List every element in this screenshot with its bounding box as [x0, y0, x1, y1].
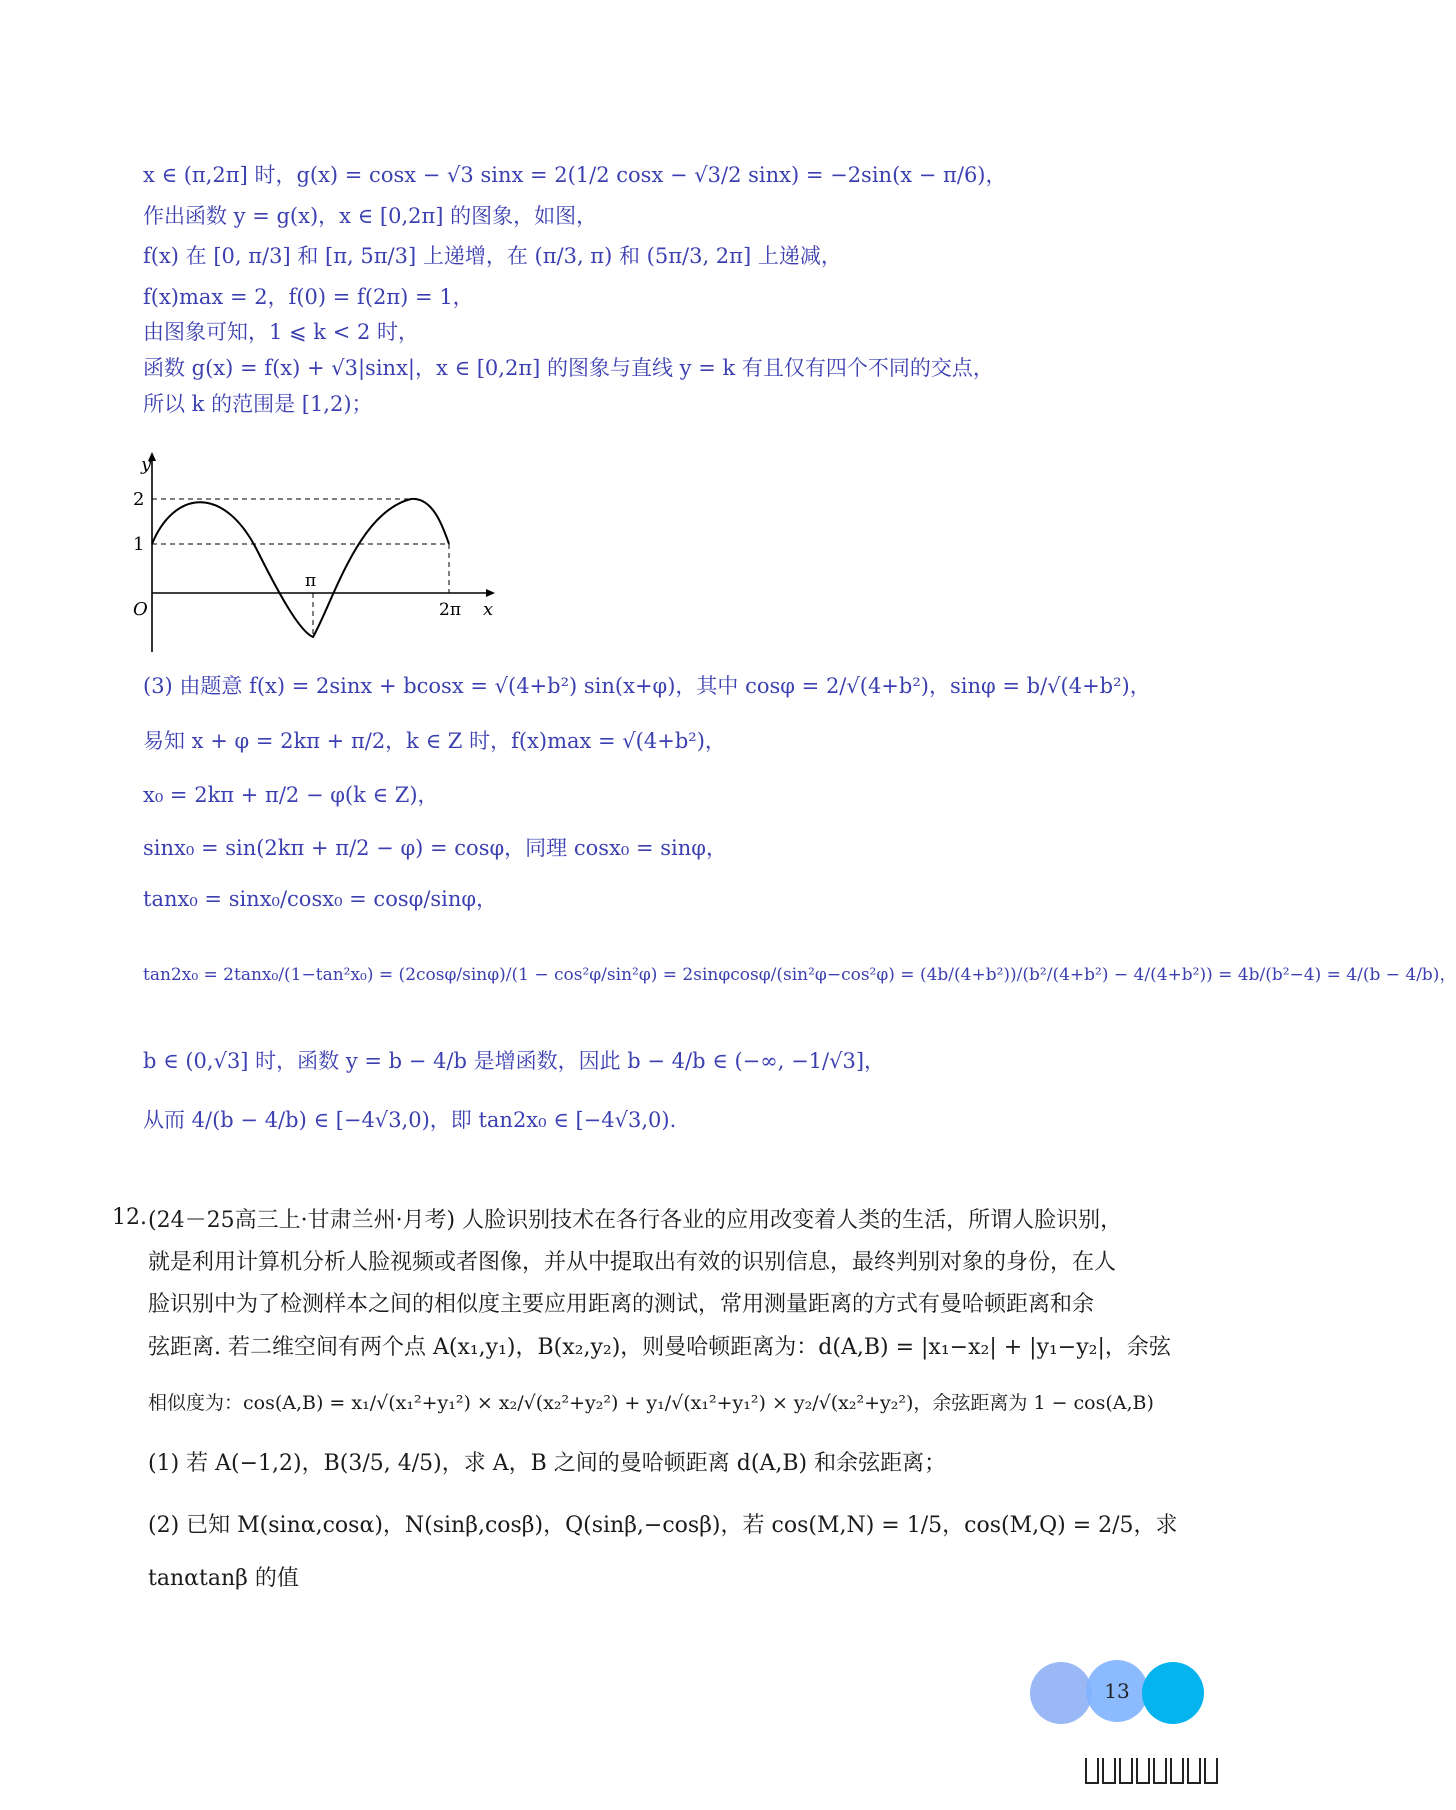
solution-line: x ∈ (π,2π] 时，g(x) = cosx − √3 sinx = 2(1/2 cosx − √3/2 sinx) = −2sin(x − π/6)，	[143, 163, 1007, 187]
solution-line: 由图象可知，1 ⩽ k < 2 时，	[143, 320, 420, 344]
solution-line: 函数 g(x) = f(x) + √3|sinx|，x ∈ [0,2π] 的图象与直线 y = k 有且仅有四个不同的交点，	[143, 356, 994, 380]
solution-line: 所以 k 的范围是 [1,2)；	[143, 392, 373, 416]
solution-line: 作出函数 y = g(x)，x ∈ [0,2π] 的图象，如图，	[143, 204, 598, 228]
solution-line: b ∈ (0,√3] 时，函数 y = b − 4/b 是增函数，因此 b − 4/b ∈ (−∞, −1/√3]，	[143, 1049, 886, 1073]
question-line: (2) 已知 M(sinα,cosα)，N(sinβ,cosβ)，Q(sinβ,−cosβ)，若 cos(M,N) = 1/5，cos(M,Q) = 2/5，求	[148, 1513, 1178, 1538]
decor-circle-right	[1142, 1662, 1204, 1724]
question-line: (24－25高三上·甘肃兰州·月考) 人脸识别技术在各行各业的应用改变着人类的生活，所谓人脸识别，	[148, 1208, 1123, 1233]
page-number: 13	[1104, 1679, 1130, 1703]
two-pi-label: 2π	[439, 600, 461, 620]
y-tick-2: 2	[133, 489, 145, 510]
question-number: 12.	[112, 1205, 147, 1230]
solution-line: sinx₀ = sin(2kπ + π/2 − φ) = cosφ，同理 cosx₀ = sinφ，	[143, 836, 727, 860]
question-line: 就是利用计算机分析人脸视频或者图像，并从中提取出有效的识别信息，最终判别对象的身份，在人	[148, 1250, 1117, 1275]
question-line: tanαtanβ 的值	[148, 1566, 299, 1591]
solution-line: tanx₀ = sinx₀/cosx₀ = cosφ/sinφ，	[143, 887, 498, 911]
solution-line: 从而 4/(b − 4/b) ∈ [−4√3,0)，即 tan2x₀ ∈ [−4√3,0).	[143, 1108, 677, 1132]
decor-circle-left	[1030, 1662, 1092, 1724]
solution-line: 易知 x + φ = 2kπ + π/2，k ∈ Z 时，f(x)max = √(4+b²)，	[143, 729, 726, 753]
question-line: (1) 若 A(−1,2)，B(3/5, 4/5)，求 A，B 之间的曼哈顿距离 d(A,B) 和余弦距离；	[148, 1451, 947, 1476]
solution-line: tan2x₀ = 2tanx₀/(1−tan²x₀) = (2cosφ/sinφ)/(1 − cos²φ/sin²φ) = 2sinφcosφ/(sin²φ−cos²φ) = (4b/(4+b²))/(b²/(4+b²) − 4/(4+b²)) = 4b/(b²−4) = 4/(b − 4/b)，	[143, 965, 1456, 985]
question-line: 弦距离. 若二维空间有两个点 A(x₁,y₁)，B(x₂,y₂)，则曼哈顿距离为：d(A,B) = |x₁−x₂| + |y₁−y₂|，余弦	[148, 1335, 1171, 1360]
question-line: 相似度为：cos(A,B) = x₁/√(x₁²+y₁²) × x₂/√(x₂²+y₂²) + y₁/√(x₁²+y₁²) × y₂/√(x₂²+y₂²)，余弦距离为 1 − cos(A,B)	[148, 1392, 1154, 1414]
page-number-badge	[1030, 1660, 1210, 1730]
x-axis-arrow	[486, 589, 495, 597]
pi-label: π	[305, 571, 317, 591]
solution-line: (3) 由题意 f(x) = 2sinx + bcosx = √(4+b²) sin(x+φ)，其中 cosφ = 2/√(4+b²)，sinφ = b/√(4+b²)，	[143, 674, 1151, 698]
curve	[152, 499, 449, 637]
x-axis-label: x	[483, 599, 494, 620]
solution-line: x₀ = 2kπ + π/2 − φ(k ∈ Z)，	[143, 783, 439, 807]
y-axis-label: y	[141, 454, 152, 475]
solution-line: f(x)max = 2，f(0) = f(2π) = 1，	[143, 285, 474, 309]
solution-line: f(x) 在 [0, π/3] 和 [π, 5π/3] 上递增，在 (π/3, π) 和 (5π/3, 2π] 上递减，	[143, 244, 842, 268]
watermark-glyph	[1085, 1758, 1255, 1788]
function-graph	[133, 452, 498, 652]
y-tick-1: 1	[133, 534, 145, 555]
origin-label: O	[133, 599, 148, 620]
question-line: 脸识别中为了检测样本之间的相似度主要应用距离的测试，常用测量距离的方式有曼哈顿距离和余	[148, 1292, 1095, 1317]
